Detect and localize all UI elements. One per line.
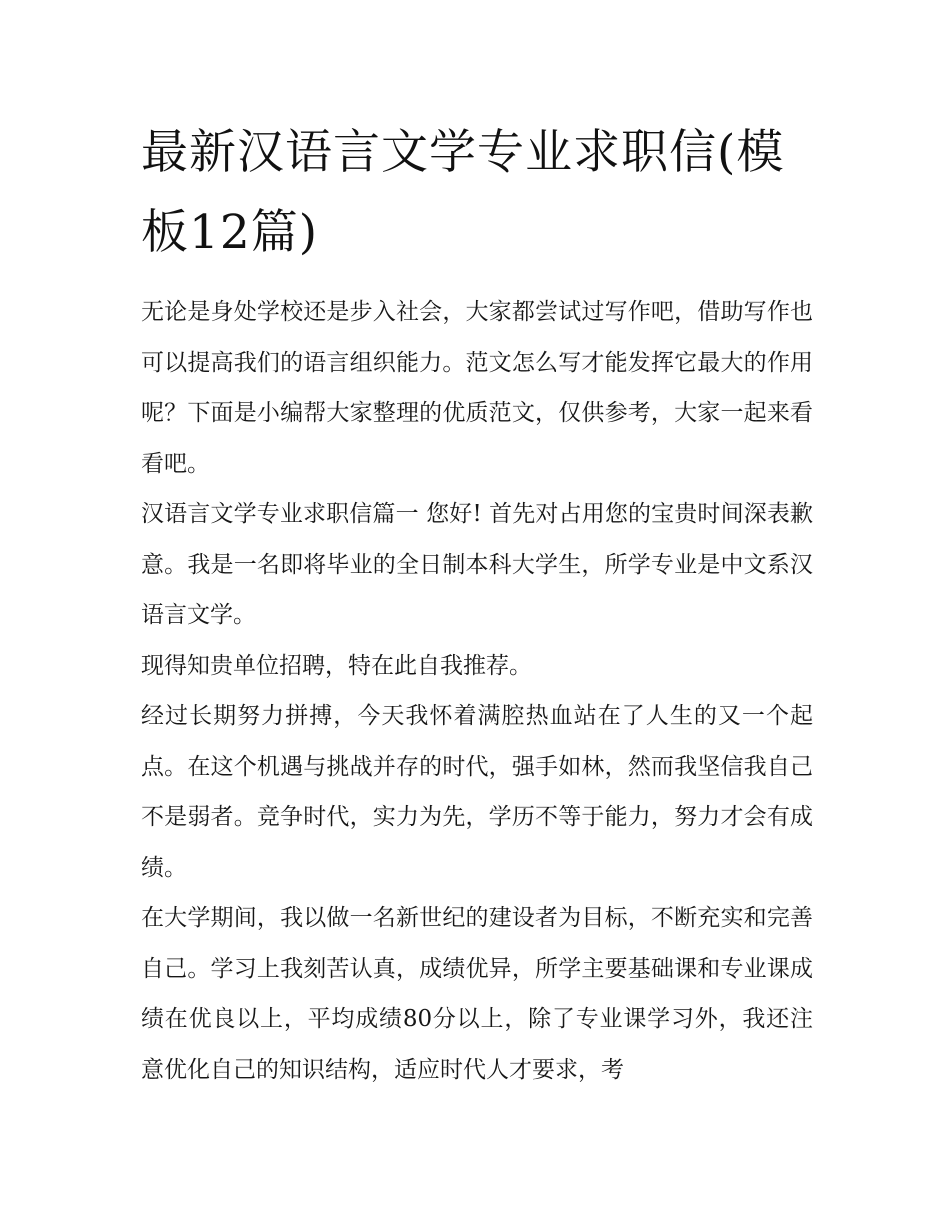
document-body <box>141 113 813 1095</box>
paragraph-greeting: 汉语言文学专业求职信篇一 您好! 首先对占用您的宝贵时间深表歉意。我是一名即将毕业的全日制本科大学生，所学专业是中文系汉语言文学。 <box>141 501 813 628</box>
document-title: 最新汉语言文学专业求职信(模板12篇) <box>141 125 785 260</box>
paragraph-self-recommendation: 现得知贵单位招聘，特在此自我推荐。 <box>141 652 532 679</box>
paragraph-motivation: 经过长期努力拼搏，今天我怀着满腔热血站在了人生的又一个起点。在这个机遇与挑战并存的时代，强手如林，然而我坚信我自己不是弱者。竞争时代，实力为先，学历不等于能力，努力才会有成绩。 <box>141 703 813 881</box>
paragraph-intro: 无论是身处学校还是步入社会，大家都尝试过写作吧，借助写作也可以提高我们的语言组织能力。范文怎么写才能发挥它最大的作用呢？下面是小编帮大家整理的优质范文，仅供参考，大家一起来看看吧。 <box>141 299 813 477</box>
paragraph-study: 在大学期间，我以做一名新世纪的建设者为目标，不断充实和完善自己。学习上我刻苦认真，成绩优异，所学主要基础课和专业课成绩在优良以上，平均成绩80分以上，除了专业课学习外，我还注意优化自己的知识结构，适应时代人才要求，考 <box>141 905 813 1083</box>
